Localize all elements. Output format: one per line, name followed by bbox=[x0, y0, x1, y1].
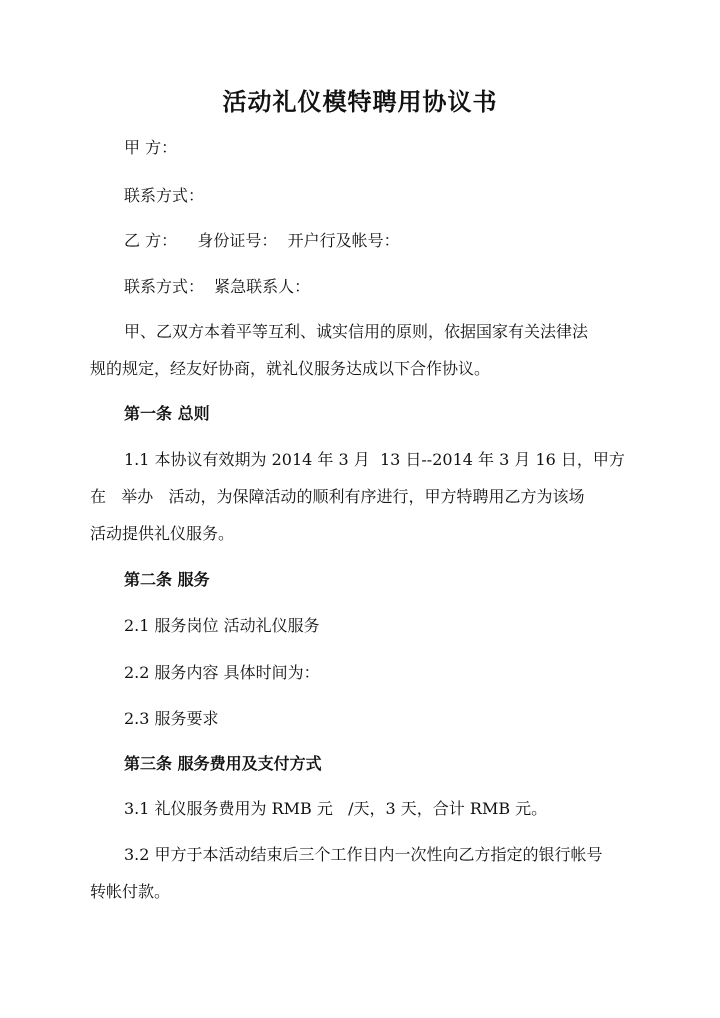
article-1-heading: 第一条 总则 bbox=[124, 404, 210, 423]
intro-paragraph-line-2: 规的规定，经友好协商，就礼仪服务达成以下合作协议。 bbox=[90, 359, 491, 378]
article-3-item-1: 3.1 礼仪服务费用为 RMB 元 /天，3 天，合计 RMB 元。 bbox=[124, 799, 548, 818]
party-b-label: 乙 方： 身份证号： 开户行及帐号： bbox=[124, 231, 400, 250]
party-a-contact-label: 联系方式： bbox=[124, 186, 205, 205]
article-2-item-3: 2.3 服务要求 bbox=[124, 709, 219, 728]
article-3-item-2-line-1: 3.2 甲方于本活动结束后三个工作日内一次性向乙方指定的银行帐号 bbox=[124, 845, 603, 864]
party-a-label: 甲 方： bbox=[124, 138, 178, 157]
article-2-item-1: 2.1 服务岗位 活动礼仪服务 bbox=[124, 616, 320, 635]
article-1-clause-line-3: 活动提供礼仪服务。 bbox=[90, 524, 235, 543]
article-2-item-2: 2.2 服务内容 具体时间为： bbox=[124, 663, 320, 682]
party-b-contact-label: 联系方式： 紧急联系人： bbox=[124, 277, 311, 296]
article-3-heading: 第三条 服务费用及支付方式 bbox=[124, 754, 322, 773]
intro-paragraph-line-1: 甲、乙双方本着平等互利、诚实信用的原则，依据国家有关法律法 bbox=[124, 322, 589, 341]
document-title: 活动礼仪模特聘用协议书 bbox=[222, 87, 498, 116]
article-1-clause-line-2: 在 举办 活动，为保障活动的顺利有序进行，甲方特聘用乙方为该场 bbox=[90, 487, 585, 506]
article-2-heading: 第二条 服务 bbox=[124, 570, 210, 589]
article-1-clause-line-1: 1.1 本协议有效期为 2014 年 3 月 13 日--2014 年 3 月 16 日，甲方 bbox=[124, 450, 625, 469]
article-3-item-2-line-2: 转帐付款。 bbox=[90, 882, 171, 901]
